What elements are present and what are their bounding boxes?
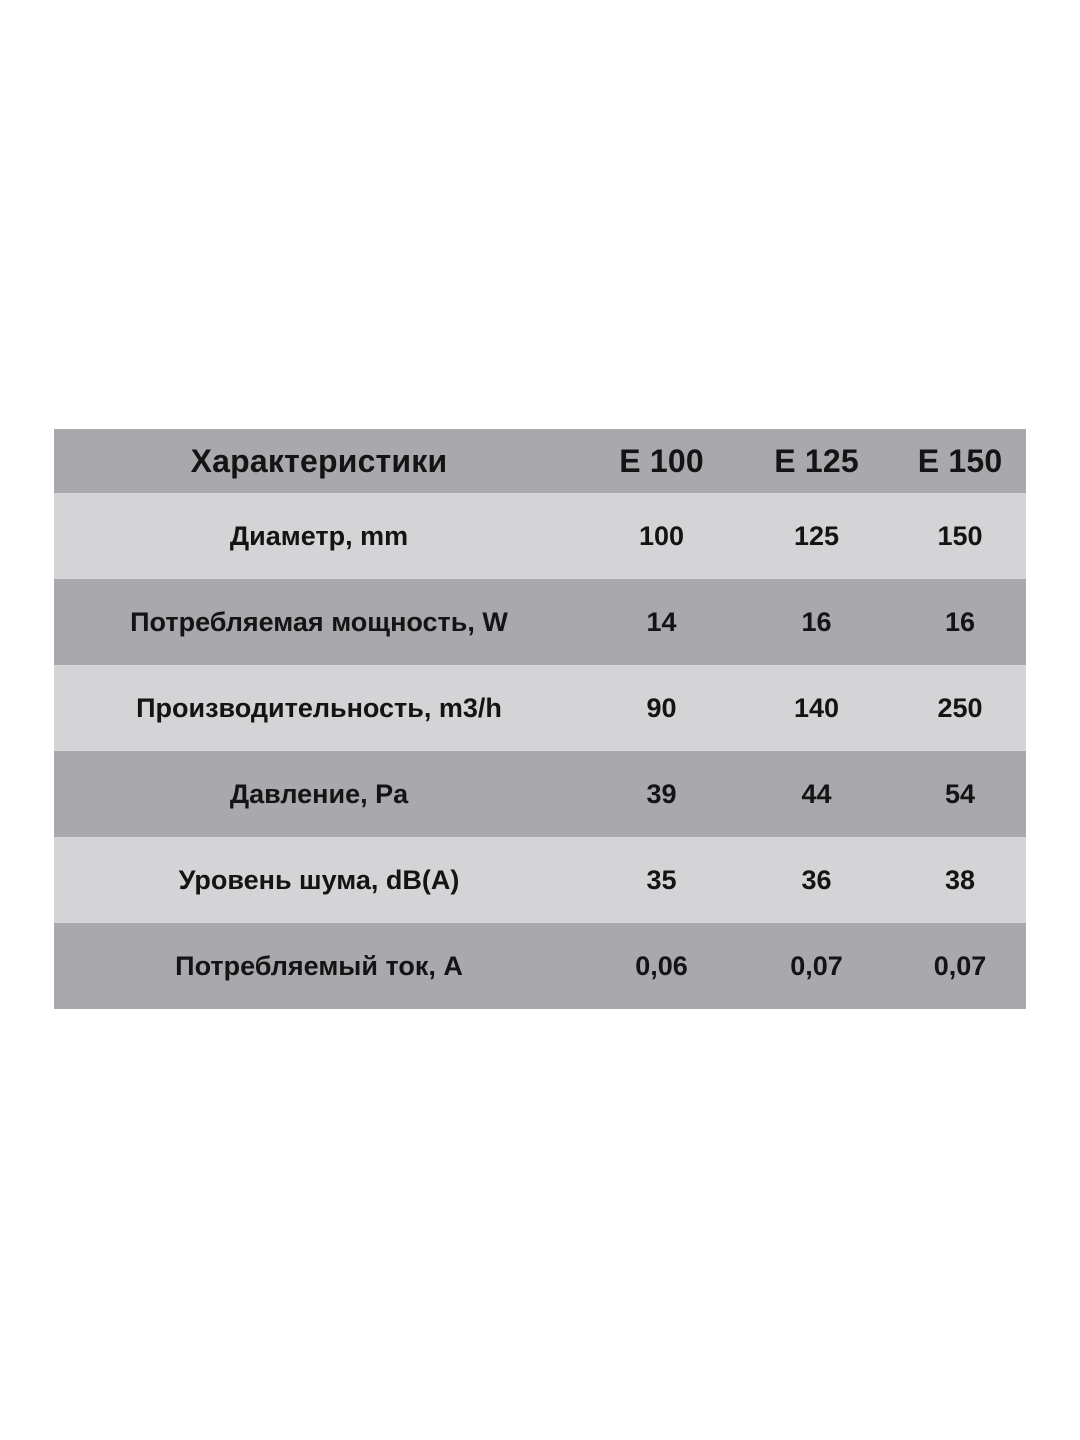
row-label: Давление, Pa <box>229 778 409 809</box>
cell-value: 44 <box>801 778 832 809</box>
cell-value: 38 <box>944 864 976 895</box>
cell-value: 0,07 <box>790 950 843 981</box>
table-row-diameter <box>54 493 1026 579</box>
cell-value: 90 <box>646 692 677 723</box>
header-characteristics: Характеристики <box>190 442 448 479</box>
row-label: Уровень шума, dB(A) <box>178 864 460 895</box>
header-model-e100: E 100 <box>619 442 704 479</box>
cell-value: 14 <box>646 606 677 637</box>
table-row-noise <box>54 837 1026 923</box>
cell-value: 125 <box>793 520 840 551</box>
row-label: Потребляемая мощность, W <box>130 606 508 637</box>
cell-value: 36 <box>801 864 832 895</box>
cell-value: 0,06 <box>635 950 688 981</box>
table-header-row <box>54 429 1026 493</box>
cell-value: 140 <box>793 692 840 723</box>
table-row-current <box>54 923 1026 1009</box>
row-label: Потребляемый ток, A <box>175 950 463 981</box>
cell-value: 16 <box>801 606 832 637</box>
row-label: Диаметр, mm <box>229 520 409 551</box>
cell-value: 150 <box>937 520 983 551</box>
header-model-e150: E 150 <box>917 442 1003 479</box>
specifications-table <box>54 429 1026 1009</box>
cell-value: 39 <box>646 778 677 809</box>
cell-value: 35 <box>646 864 677 895</box>
table-row-power <box>54 579 1026 665</box>
cell-value: 16 <box>944 606 976 637</box>
table-row-capacity <box>54 665 1026 751</box>
cell-value: 100 <box>638 520 685 551</box>
row-label: Производительность, m3/h <box>136 692 502 723</box>
table-row-pressure <box>54 751 1026 837</box>
cell-value: 250 <box>937 692 983 723</box>
cell-value: 54 <box>944 778 976 809</box>
header-model-e125: E 125 <box>774 442 859 479</box>
cell-value: 0,07 <box>933 950 987 981</box>
